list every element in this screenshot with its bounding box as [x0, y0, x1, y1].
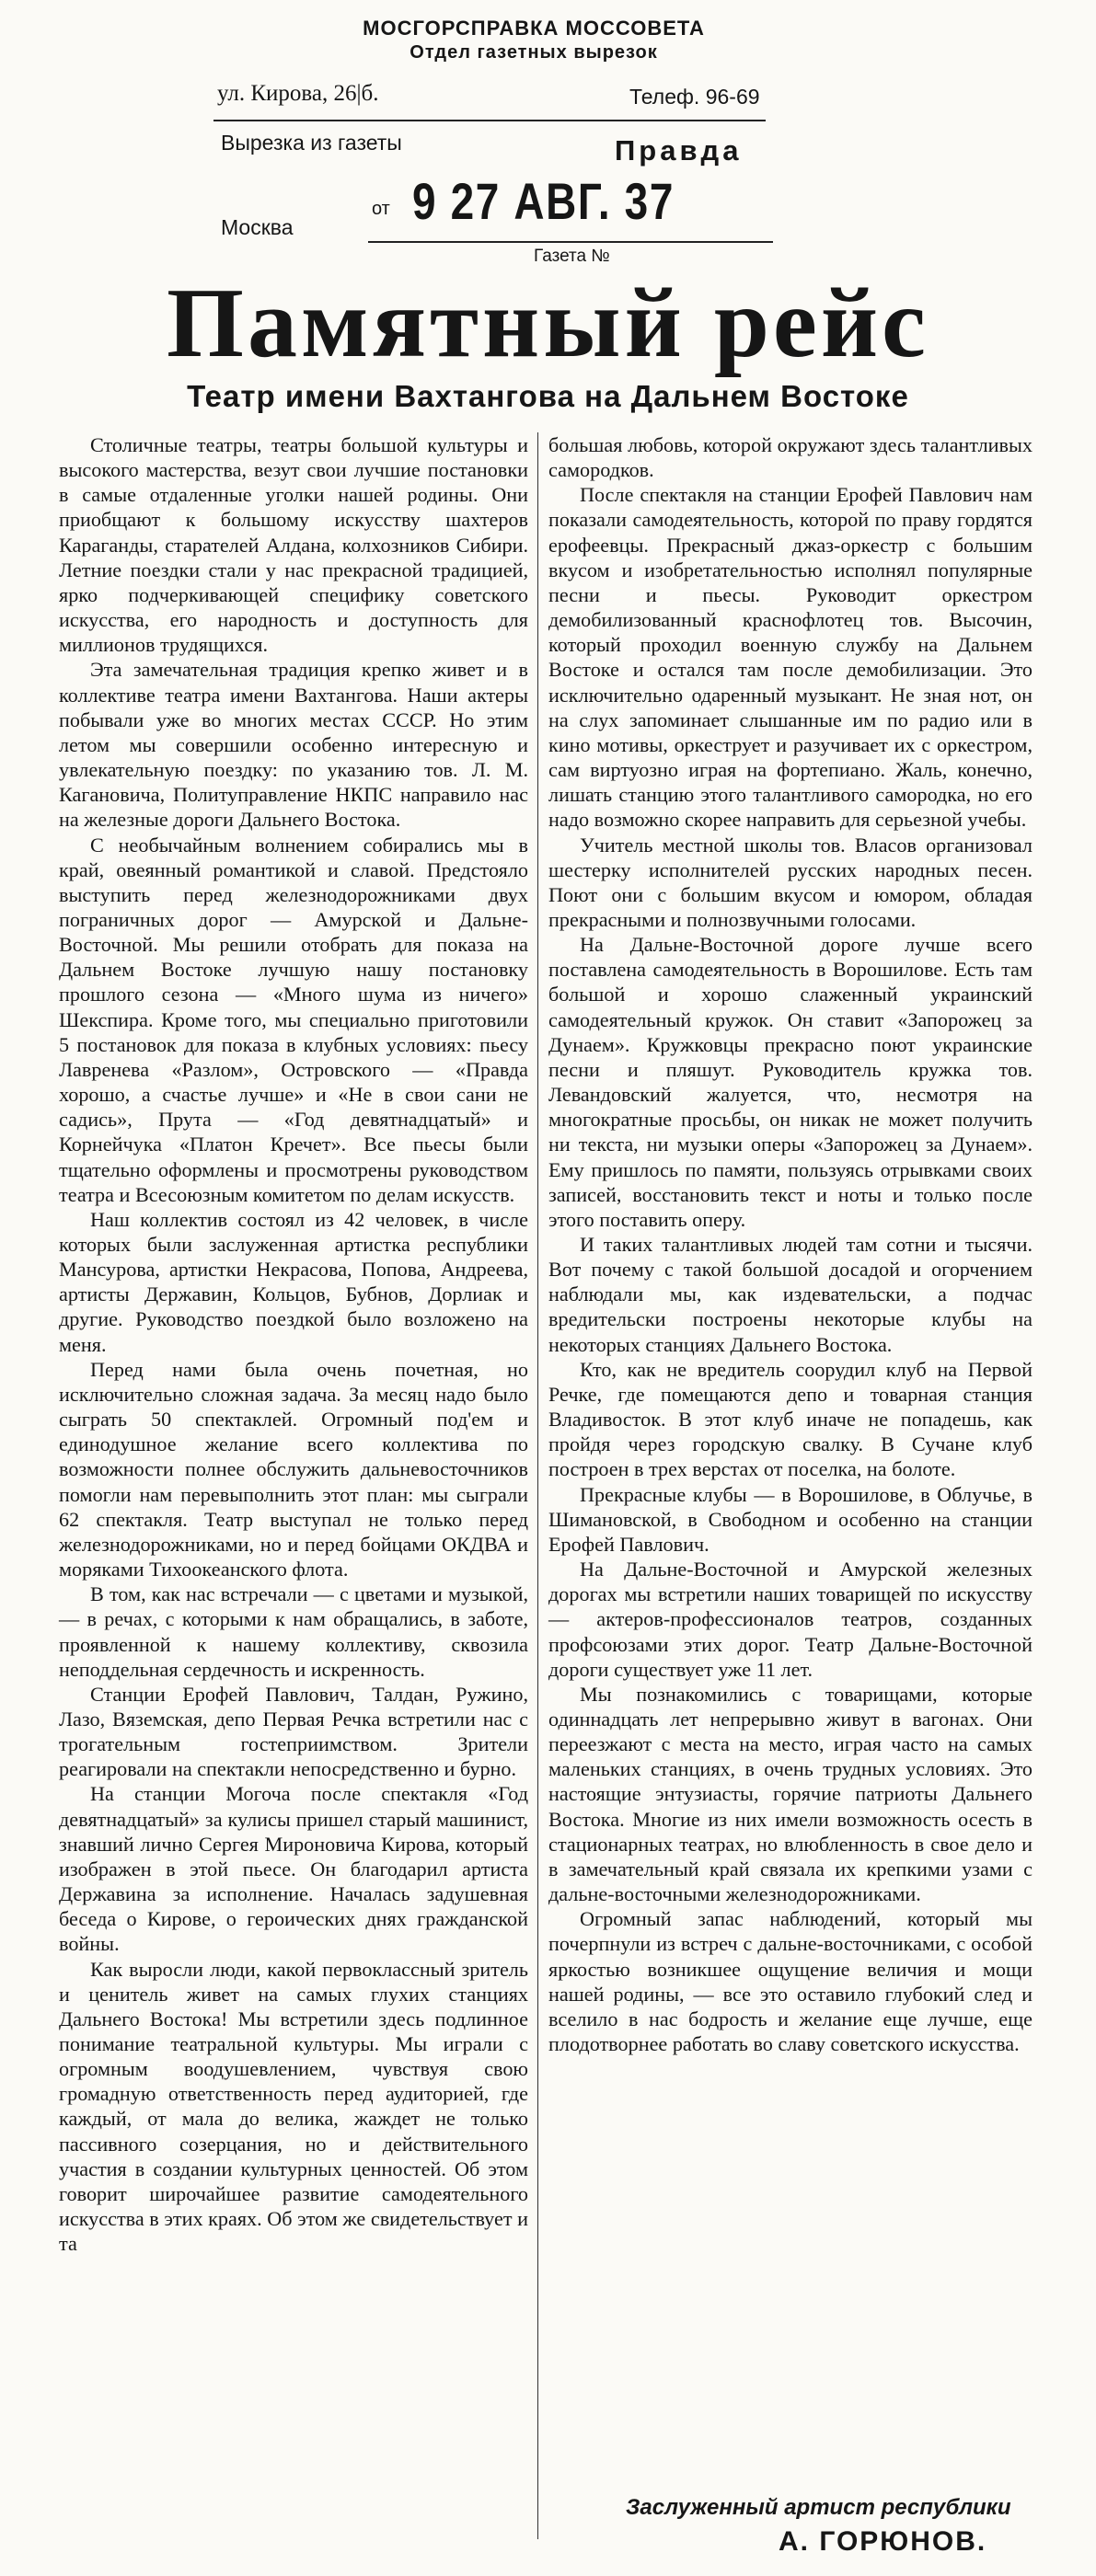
paragraph: Учитель местной школы тов. Власов организовал шестерку исполнителей русских народных песен. Поют они с большим вкусом и юмором, обладая прекрасными и полнозвучными голосами.: [548, 833, 1033, 931]
date-from-label: от: [372, 199, 390, 219]
paragraph: После спектакля на станции Ерофей Павлович нам показали самодеятельность, которой по праву гордятся ерофеевцы. Прекрасный джаз-оркестр с большим вкусом и изобретательностью исполнял популярные песни и пьесы. Руководит оркестром демобилизованный краснофлотец тов. Высочин, который проходил военную службу на Дальнем Востоке и остался там после демобилизации. Это исключительно одаренный музыкант. Не зная нот, он на слух запоминает слышанные им по радио или в кино мотивы, оркеструет и разучивает их с оркестром, сам виртуозно играя на фортепиано. Жаль, конечно, лишать станцию этого талантливого самородка, но его надо возможно скорее направить для серьезной учебы.: [548, 483, 1033, 832]
paragraph: большая любовь, которой окружают здесь талантливых самородков.: [548, 433, 1033, 482]
author-name: А. ГОРЮНОВ.: [779, 2526, 987, 2557]
paragraph: Мы познакомились с товарищами, которые одиннадцать лет непрерывно живут в вагонах. Они переезжают с места на место, играя часто на самых маленьких станциях, в очень трудных условиях. Это настоящие энтузиасты, горячие патриоты Дальнего Востока. Многие из них имели возможность осесть в стационарных театрах, но влюбленность в свое дело и в замечательный край связала их крепкими узами с дальне-восточными железнодорожниками.: [548, 1682, 1033, 1906]
paragraph: Прекрасные клубы — в Ворошилове, в Облучье, в Шимановской, в Свободном и особенно на станции Ерофей Павлович.: [548, 1482, 1033, 1556]
paragraph: Кто, как не вредитель соорудил клуб на Первой Речке, где помещаются депо и товарная станция Владивосток. В этот клуб иначе не попадешь, как пройдя через городскую свалку. В Сучане клуб построен в трех верстах от поселка, на болоте.: [548, 1357, 1033, 1481]
paragraph: В том, как нас встречали — с цветами и музыкой, — в речах, с которыми к нам обращались, в заботе, проявленной к нашему коллективу, сквозила неподдельная сердечность и искренность.: [59, 1582, 528, 1681]
article-left-column: [59, 432, 528, 2256]
paragraph: На Дальне-Восточной дороге лучше всего поставлена самодеятельность в Ворошилове. Есть там большой и хорошо слаженный украинский самодеятельный кружок. Он ставит «Запорожец за Дунаем». Кружковцы прекрасно поют украинские песни и пляшут. Руководитель кружка тов. Левандовский жалуется, что, несмотря на многократные просьбы, он никак не может получить ни текста, ни музыки оперы «Запорожец за Дунаем». Ему пришлось по памяти, пользуясь отрывками своих записей, восстановить текст и ноты и только после этого поставить оперу.: [548, 933, 1033, 1231]
author-title: Заслуженный артист республики: [626, 2495, 1011, 2520]
article-subheadline: Театр имени Вахтангова на Дальнем Востоке: [187, 379, 909, 413]
date-underline: [368, 241, 773, 243]
article-headline: Памятный рейс: [167, 269, 929, 378]
paragraph: Эта замечательная традиция крепко живет и в коллективе театра имени Вахтангова. Наши актеры побывали уже во многих местах СССР. Но этим летом мы совершили особенно интересную и увлекательную поездку: по указанию тов. Л. М. Кагановича, Политуправление НКПС направило нас на железные дороги Дальнего Востока.: [59, 658, 528, 832]
bureau-phone: Телеф. 96-69: [629, 85, 760, 109]
article-right-column: [548, 432, 1033, 2056]
bureau-address: ул. Кирова, 26|б.: [217, 81, 379, 106]
bureau-name: МОСГОРСПРАВКА МОССОВЕТА: [363, 17, 705, 40]
paragraph: На Дальне-Восточной и Амурской железных дорогах мы встретили наших товарищей по искусству — актеров-профессионалов театров, созданных профсоюзами этих дорог. Театр Дальне-Восточной дороги существует уже 11 лет.: [548, 1558, 1033, 1681]
bureau-department: Отдел газетных вырезок: [410, 42, 658, 63]
paragraph: На станции Могоча после спектакля «Год девятнадцатый» за кулисы пришел старый машинист, знавший лично Сергея Мироновича Кирова, который изображен в этой пьесе. Он благодарил артиста Державина за исполнение. Началась задушевная беседа о Кирове, о героических днях гражданской войны.: [59, 1782, 528, 1956]
header-divider: [213, 120, 766, 121]
paragraph: Станции Ерофей Павлович, Талдан, Ружино, Лазо, Вяземская, депо Первая Речка встретили нас с трогательным гостеприимством. Зрители реагировали на спектакли непосредственно и бурно.: [59, 1682, 528, 1781]
paragraph: Огромный запас наблюдений, который мы почерпнули из встреч с дальне-восточниками, с особой яркостью возникшее ощущение величия и мощи нашей родины, — все это оставило глубокий след и вселило в нас бодрость и желание еще лучше, еще плодотворнее работать во славу советского искусства.: [548, 1907, 1033, 2055]
paragraph: Столичные театры, театры большой культуры и высокого мастерства, везут свои лучшие постановки в самые отдаленные уголки нашей родины. Они приобщают к большому искусству шахтеров Караганды, старателей Алдана, колхозников Сибири. Летние поездки стали у нас прекрасной традицией, ярко подчеркивающей специфику советского искусства, его народность и доступность для миллионов трудящихся.: [59, 433, 528, 657]
newspaper-name: Правда: [615, 134, 743, 167]
column-divider: [537, 432, 538, 2539]
date-stamp: 9 27 АВГ. 37: [412, 172, 675, 230]
bureau-header: [202, 17, 865, 63]
clipping-label: Вырезка из газеты: [221, 131, 402, 155]
paragraph: Перед нами была очень почетная, но исключительно сложная задача. За месяц надо было сыграть 50 спектаклей. Огромный под'ем и единодушное желание всего коллектива по возможности полнее обслужить дальневосточников помогли нам перевыполнить этот план: мы сыграли 62 спектакля. Театр выступал не только перед железнодорожниками, но и перед бойцами ОКДВА и моряками Тихоокеанского флота.: [59, 1357, 528, 1581]
paragraph: И таких талантливых людей там сотни и тысячи. Вот почему с такой большой досадой и огорчением наблюдали мы, как издевательски, а подчас вредительски построены некоторые клубы на некоторых станциях Дальнего Востока.: [548, 1233, 1033, 1356]
paragraph: Как выросли люди, какой первоклассный зритель и ценитель живет на самых глухих станциях Дальнего Востока! Мы встретили здесь подлинное понимание театральной культуры. Мы играли с огромным воодушевлением, чувствуя свою громадную ответственность перед аудиторией, где каждый, от мала до велика, жаждет не только пассивного созерцания, но и действительного участия в создании культурных ценностей. Об этом говорит широчайшее развитие самодеятельного искусства в этих краях. Об этом же свидетельствует и та: [59, 1957, 528, 2256]
paragraph: С необычайным волнением собирались мы в край, овеянный романтикой и славой. Предстояло выступить перед железнодорожниками двух пограничных дорог — Амурской и Дальне-Восточной. Мы решили отобрать для показа на Дальнем Востоке лучшую нашу постановку прошлого сезона — «Много шума из ничего» Шекспира. Кроме того, мы специально приготовили 5 постановок для показа в клубных условиях: пьесу Лавренева «Разлом», Островского — «Правда хорошо, а счастье лучше» и «Не в свои сани не садись», Прута — «Год девятнадцатый» и Корнейчука «Платон Кречет». Все пьесы были тщательно оформлены и просмотрены руководством театра и Всесоюзным комитетом по делам искусств.: [59, 833, 528, 1206]
city-label: Москва: [221, 215, 294, 239]
gazeta-number-label: Газета №: [534, 247, 610, 266]
paragraph: Наш коллектив состоял из 42 человек, в числе которых были заслуженная артистка республики Мансурова, артистки Некрасова, Попова, Андреева, артисты Державин, Кольцов, Бубнов, Дорлиак и другие. Руководство поездкой было возложено на меня.: [59, 1207, 528, 1356]
